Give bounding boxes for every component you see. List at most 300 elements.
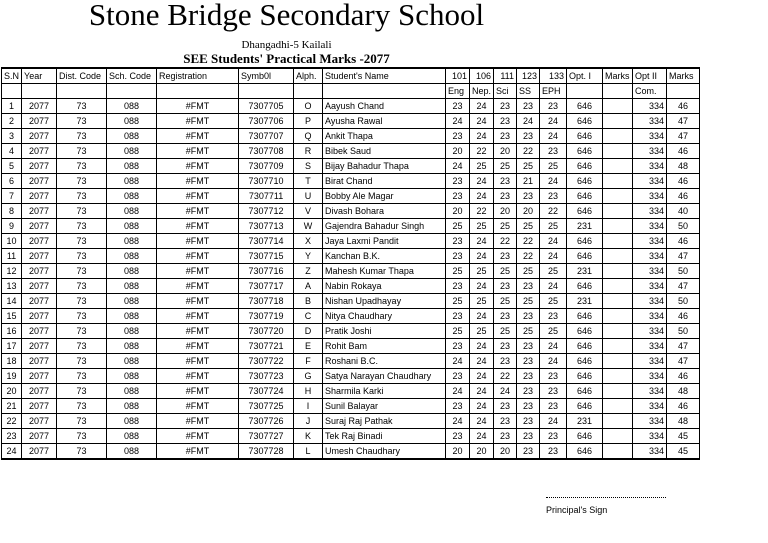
cell-opt2: 334: [633, 234, 667, 249]
cell-alph: Y: [294, 249, 323, 264]
cell-sn: 16: [2, 324, 22, 339]
cell-opt1: 646: [567, 144, 603, 159]
cell-symbol: 7307728: [239, 444, 294, 460]
cell-student-name: Bibek Saud: [323, 144, 446, 159]
cell-nep: 22: [470, 144, 494, 159]
cell-sch-code: 088: [107, 279, 157, 294]
cell-sn: 5: [2, 159, 22, 174]
cell-year: 2077: [22, 264, 57, 279]
cell-sch-code: 088: [107, 399, 157, 414]
cell-opt1: 646: [567, 189, 603, 204]
cell-year: 2077: [22, 369, 57, 384]
cell-eph: 25: [540, 264, 567, 279]
cell-nep: 20: [470, 444, 494, 460]
cell-year: 2077: [22, 384, 57, 399]
cell-dist-code: 73: [57, 339, 107, 354]
cell-ss: 23: [517, 99, 540, 114]
cell-sci: 23: [494, 174, 517, 189]
cell-ss: 20: [517, 204, 540, 219]
cell-sci: 25: [494, 324, 517, 339]
cell-sch-code: 088: [107, 309, 157, 324]
subheader-empty: [567, 84, 603, 99]
cell-sci: 25: [494, 294, 517, 309]
col-header-101: 101: [446, 68, 470, 84]
cell-registration: #FMT: [157, 429, 239, 444]
cell-alph: G: [294, 369, 323, 384]
cell-symbol: 7307706: [239, 114, 294, 129]
cell-symbol: 7307708: [239, 144, 294, 159]
cell-marks1: [603, 294, 633, 309]
cell-opt2: 334: [633, 99, 667, 114]
col-header-106: 106: [470, 68, 494, 84]
signature-line: [546, 497, 666, 498]
cell-opt2: 334: [633, 204, 667, 219]
subheader-ss: SS: [517, 84, 540, 99]
cell-opt1: 646: [567, 99, 603, 114]
cell-alph: U: [294, 189, 323, 204]
cell-nep: 22: [470, 204, 494, 219]
cell-sn: 10: [2, 234, 22, 249]
cell-registration: #FMT: [157, 384, 239, 399]
cell-nep: 24: [470, 129, 494, 144]
cell-symbol: 7307710: [239, 174, 294, 189]
cell-ss: 22: [517, 249, 540, 264]
cell-eph: 24: [540, 234, 567, 249]
cell-year: 2077: [22, 339, 57, 354]
cell-opt1: 646: [567, 309, 603, 324]
cell-sci: 23: [494, 414, 517, 429]
cell-symbol: 7307718: [239, 294, 294, 309]
cell-symbol: 7307720: [239, 324, 294, 339]
table-row: [2, 309, 700, 324]
cell-opt2: 334: [633, 159, 667, 174]
cell-nep: 24: [470, 309, 494, 324]
cell-symbol: 7307714: [239, 234, 294, 249]
cell-alph: A: [294, 279, 323, 294]
cell-sch-code: 088: [107, 174, 157, 189]
cell-marks1: [603, 144, 633, 159]
col-header-year: Year: [22, 68, 57, 84]
cell-sci: 23: [494, 354, 517, 369]
cell-sn: 14: [2, 294, 22, 309]
cell-marks1: [603, 249, 633, 264]
cell-opt2: 334: [633, 264, 667, 279]
cell-sn: 18: [2, 354, 22, 369]
table-row: [2, 279, 700, 294]
cell-alph: K: [294, 429, 323, 444]
cell-eph: 24: [540, 249, 567, 264]
cell-eph: 23: [540, 384, 567, 399]
cell-marks1: [603, 309, 633, 324]
cell-sn: 1: [2, 99, 22, 114]
table-row: [2, 219, 700, 234]
subheader-empty: [603, 84, 633, 99]
cell-nep: 25: [470, 159, 494, 174]
col-header-dist-code: Dist. Code: [57, 68, 107, 84]
cell-dist-code: 73: [57, 264, 107, 279]
principal-sign-label: Principal's Sign: [546, 505, 608, 515]
cell-dist-code: 73: [57, 324, 107, 339]
cell-marks2: 47: [667, 339, 700, 354]
cell-registration: #FMT: [157, 399, 239, 414]
cell-marks2: 47: [667, 354, 700, 369]
cell-symbol: 7307713: [239, 219, 294, 234]
cell-sci: 23: [494, 114, 517, 129]
cell-eng: 23: [446, 369, 470, 384]
cell-nep: 25: [470, 219, 494, 234]
cell-dist-code: 73: [57, 129, 107, 144]
cell-eph: 23: [540, 99, 567, 114]
cell-sch-code: 088: [107, 219, 157, 234]
cell-eng: 24: [446, 354, 470, 369]
cell-sci: 23: [494, 399, 517, 414]
cell-opt1: 646: [567, 174, 603, 189]
cell-eng: 23: [446, 249, 470, 264]
cell-opt2: 334: [633, 279, 667, 294]
cell-ss: 23: [517, 354, 540, 369]
cell-nep: 25: [470, 294, 494, 309]
cell-symbol: 7307707: [239, 129, 294, 144]
cell-symbol: 7307727: [239, 429, 294, 444]
cell-dist-code: 73: [57, 369, 107, 384]
cell-symbol: 7307719: [239, 309, 294, 324]
cell-symbol: 7307725: [239, 399, 294, 414]
cell-eng: 23: [446, 309, 470, 324]
cell-ss: 25: [517, 294, 540, 309]
cell-ss: 25: [517, 264, 540, 279]
cell-registration: #FMT: [157, 234, 239, 249]
subheader-empty: [22, 84, 57, 99]
cell-nep: 24: [470, 354, 494, 369]
cell-eph: 23: [540, 189, 567, 204]
cell-marks2: 46: [667, 234, 700, 249]
cell-marks2: 47: [667, 249, 700, 264]
cell-sn: 24: [2, 444, 22, 460]
cell-eph: 24: [540, 339, 567, 354]
cell-eng: 24: [446, 384, 470, 399]
cell-sch-code: 088: [107, 264, 157, 279]
cell-alph: Z: [294, 264, 323, 279]
cell-nep: 24: [470, 369, 494, 384]
cell-sn: 23: [2, 429, 22, 444]
cell-ss: 25: [517, 159, 540, 174]
cell-alph: X: [294, 234, 323, 249]
cell-dist-code: 73: [57, 144, 107, 159]
cell-eph: 24: [540, 174, 567, 189]
col-header-123: 123: [517, 68, 540, 84]
table-row: [2, 144, 700, 159]
cell-marks2: 46: [667, 189, 700, 204]
cell-student-name: Divash Bohara: [323, 204, 446, 219]
cell-sci: 23: [494, 309, 517, 324]
cell-nep: 24: [470, 99, 494, 114]
cell-alph: W: [294, 219, 323, 234]
cell-ss: 23: [517, 429, 540, 444]
cell-marks1: [603, 174, 633, 189]
cell-opt1: 646: [567, 204, 603, 219]
table-row: [2, 324, 700, 339]
table-row: [2, 114, 700, 129]
cell-eng: 23: [446, 279, 470, 294]
cell-marks1: [603, 414, 633, 429]
cell-ss: 23: [517, 384, 540, 399]
cell-sch-code: 088: [107, 249, 157, 264]
cell-dist-code: 73: [57, 234, 107, 249]
cell-symbol: 7307726: [239, 414, 294, 429]
cell-marks1: [603, 339, 633, 354]
cell-year: 2077: [22, 249, 57, 264]
cell-symbol: 7307716: [239, 264, 294, 279]
cell-nep: 24: [470, 399, 494, 414]
cell-eph: 23: [540, 444, 567, 460]
cell-marks1: [603, 204, 633, 219]
cell-opt2: 334: [633, 174, 667, 189]
cell-registration: #FMT: [157, 219, 239, 234]
cell-alph: E: [294, 339, 323, 354]
cell-alph: O: [294, 99, 323, 114]
cell-marks2: 45: [667, 444, 700, 460]
cell-alph: H: [294, 384, 323, 399]
cell-marks1: [603, 219, 633, 234]
cell-sch-code: 088: [107, 159, 157, 174]
table-row: [2, 174, 700, 189]
cell-eng: 23: [446, 99, 470, 114]
cell-sch-code: 088: [107, 429, 157, 444]
cell-sch-code: 088: [107, 99, 157, 114]
col-header-133: 133: [540, 68, 567, 84]
col-header-marks1: Marks: [603, 68, 633, 84]
cell-sn: 13: [2, 279, 22, 294]
cell-sch-code: 088: [107, 234, 157, 249]
cell-dist-code: 73: [57, 174, 107, 189]
cell-symbol: 7307724: [239, 384, 294, 399]
cell-dist-code: 73: [57, 354, 107, 369]
cell-marks2: 46: [667, 99, 700, 114]
cell-registration: #FMT: [157, 294, 239, 309]
cell-symbol: 7307709: [239, 159, 294, 174]
cell-student-name: Suraj Raj Pathak: [323, 414, 446, 429]
cell-marks2: 46: [667, 174, 700, 189]
cell-dist-code: 73: [57, 279, 107, 294]
cell-marks1: [603, 324, 633, 339]
cell-eng: 25: [446, 264, 470, 279]
cell-sci: 23: [494, 129, 517, 144]
cell-year: 2077: [22, 129, 57, 144]
cell-sci: 22: [494, 369, 517, 384]
cell-symbol: 7307722: [239, 354, 294, 369]
cell-marks1: [603, 99, 633, 114]
col-header-111: 111: [494, 68, 517, 84]
cell-registration: #FMT: [157, 279, 239, 294]
cell-year: 2077: [22, 414, 57, 429]
cell-marks2: 47: [667, 129, 700, 144]
cell-sn: 12: [2, 264, 22, 279]
cell-opt2: 334: [633, 219, 667, 234]
cell-sn: 11: [2, 249, 22, 264]
cell-opt1: 646: [567, 129, 603, 144]
cell-sn: 20: [2, 384, 22, 399]
cell-marks1: [603, 264, 633, 279]
cell-opt1: 646: [567, 159, 603, 174]
cell-student-name: Ayusha Rawal: [323, 114, 446, 129]
cell-registration: #FMT: [157, 309, 239, 324]
cell-opt1: 646: [567, 114, 603, 129]
cell-student-name: Mahesh Kumar Thapa: [323, 264, 446, 279]
cell-marks1: [603, 444, 633, 460]
cell-opt2: 334: [633, 129, 667, 144]
table-row: [2, 129, 700, 144]
cell-opt1: 646: [567, 339, 603, 354]
cell-student-name: Sunil Balayar: [323, 399, 446, 414]
cell-ss: 24: [517, 114, 540, 129]
cell-dist-code: 73: [57, 309, 107, 324]
cell-eph: 24: [540, 279, 567, 294]
cell-eph: 23: [540, 309, 567, 324]
cell-alph: Q: [294, 129, 323, 144]
subheader-empty: [239, 84, 294, 99]
cell-opt1: 646: [567, 324, 603, 339]
cell-opt2: 334: [633, 369, 667, 384]
cell-dist-code: 73: [57, 219, 107, 234]
cell-marks2: 45: [667, 429, 700, 444]
cell-dist-code: 73: [57, 189, 107, 204]
table-row: [2, 339, 700, 354]
header-row: [2, 68, 700, 84]
cell-opt2: 334: [633, 309, 667, 324]
cell-nep: 24: [470, 249, 494, 264]
table-row: [2, 264, 700, 279]
cell-registration: #FMT: [157, 264, 239, 279]
cell-student-name: Tek Raj Binadi: [323, 429, 446, 444]
cell-opt2: 334: [633, 399, 667, 414]
cell-registration: #FMT: [157, 174, 239, 189]
cell-student-name: Umesh Chaudhary: [323, 444, 446, 460]
subheader-empty: [107, 84, 157, 99]
cell-opt2: 334: [633, 414, 667, 429]
cell-registration: #FMT: [157, 144, 239, 159]
cell-eph: 25: [540, 159, 567, 174]
cell-dist-code: 73: [57, 294, 107, 309]
cell-sci: 20: [494, 204, 517, 219]
table-row: [2, 399, 700, 414]
cell-ss: 23: [517, 309, 540, 324]
cell-opt1: 231: [567, 219, 603, 234]
cell-ss: 25: [517, 219, 540, 234]
cell-registration: #FMT: [157, 129, 239, 144]
cell-marks1: [603, 354, 633, 369]
table-row: [2, 159, 700, 174]
cell-dist-code: 73: [57, 99, 107, 114]
cell-symbol: 7307712: [239, 204, 294, 219]
cell-year: 2077: [22, 354, 57, 369]
cell-alph: V: [294, 204, 323, 219]
cell-eph: 24: [540, 129, 567, 144]
cell-registration: #FMT: [157, 114, 239, 129]
cell-opt1: 231: [567, 414, 603, 429]
table-row: [2, 99, 700, 114]
cell-eng: 24: [446, 114, 470, 129]
table-row: [2, 249, 700, 264]
cell-eph: 24: [540, 414, 567, 429]
table-row: [2, 384, 700, 399]
cell-marks2: 50: [667, 219, 700, 234]
col-header-symbol: Symb0l: [239, 68, 294, 84]
cell-ss: 22: [517, 144, 540, 159]
cell-alph: B: [294, 294, 323, 309]
cell-marks2: 50: [667, 264, 700, 279]
cell-student-name: Aayush Chand: [323, 99, 446, 114]
cell-eng: 23: [446, 339, 470, 354]
cell-registration: #FMT: [157, 204, 239, 219]
cell-eph: 24: [540, 114, 567, 129]
document-subtitle: SEE Students' Practical Marks -2077: [183, 51, 390, 66]
cell-opt2: 334: [633, 429, 667, 444]
table-row: [2, 369, 700, 384]
cell-eph: 22: [540, 204, 567, 219]
cell-marks1: [603, 399, 633, 414]
cell-eng: 25: [446, 219, 470, 234]
cell-sci: 22: [494, 234, 517, 249]
cell-nep: 24: [470, 114, 494, 129]
cell-ss: 23: [517, 129, 540, 144]
cell-year: 2077: [22, 309, 57, 324]
cell-marks2: 48: [667, 414, 700, 429]
cell-sch-code: 088: [107, 339, 157, 354]
cell-eph: 23: [540, 399, 567, 414]
marks-table: [1, 67, 700, 460]
cell-student-name: Nishan Upadhayay: [323, 294, 446, 309]
cell-student-name: Rohit Bam: [323, 339, 446, 354]
cell-symbol: 7307711: [239, 189, 294, 204]
cell-marks2: 46: [667, 369, 700, 384]
cell-sci: 20: [494, 444, 517, 460]
cell-eph: 23: [540, 429, 567, 444]
table-row: [2, 354, 700, 369]
cell-sci: 23: [494, 249, 517, 264]
cell-marks2: 50: [667, 324, 700, 339]
school-name: Stone Bridge Secondary School: [88, 0, 485, 32]
cell-opt2: 334: [633, 294, 667, 309]
cell-student-name: Gajendra Bahadur Singh: [323, 219, 446, 234]
cell-nep: 24: [470, 189, 494, 204]
subheader-nep: Nep.: [470, 84, 494, 99]
cell-symbol: 7307721: [239, 339, 294, 354]
cell-opt2: 334: [633, 249, 667, 264]
cell-sch-code: 088: [107, 204, 157, 219]
cell-sch-code: 088: [107, 189, 157, 204]
cell-sch-code: 088: [107, 414, 157, 429]
col-header-opt2: Opt II: [633, 68, 667, 84]
cell-nep: 24: [470, 339, 494, 354]
cell-nep: 24: [470, 174, 494, 189]
cell-opt2: 334: [633, 114, 667, 129]
cell-sch-code: 088: [107, 384, 157, 399]
cell-sci: 20: [494, 144, 517, 159]
cell-dist-code: 73: [57, 114, 107, 129]
table-row: [2, 204, 700, 219]
cell-year: 2077: [22, 399, 57, 414]
cell-ss: 23: [517, 189, 540, 204]
cell-sci: 25: [494, 159, 517, 174]
cell-sch-code: 088: [107, 324, 157, 339]
cell-symbol: 7307723: [239, 369, 294, 384]
cell-opt1: 231: [567, 264, 603, 279]
subheader-empty: [667, 84, 700, 99]
cell-eng: 23: [446, 234, 470, 249]
cell-dist-code: 73: [57, 429, 107, 444]
col-header-alph: Alph.: [294, 68, 323, 84]
cell-student-name: Jaya Laxmi Pandit: [323, 234, 446, 249]
